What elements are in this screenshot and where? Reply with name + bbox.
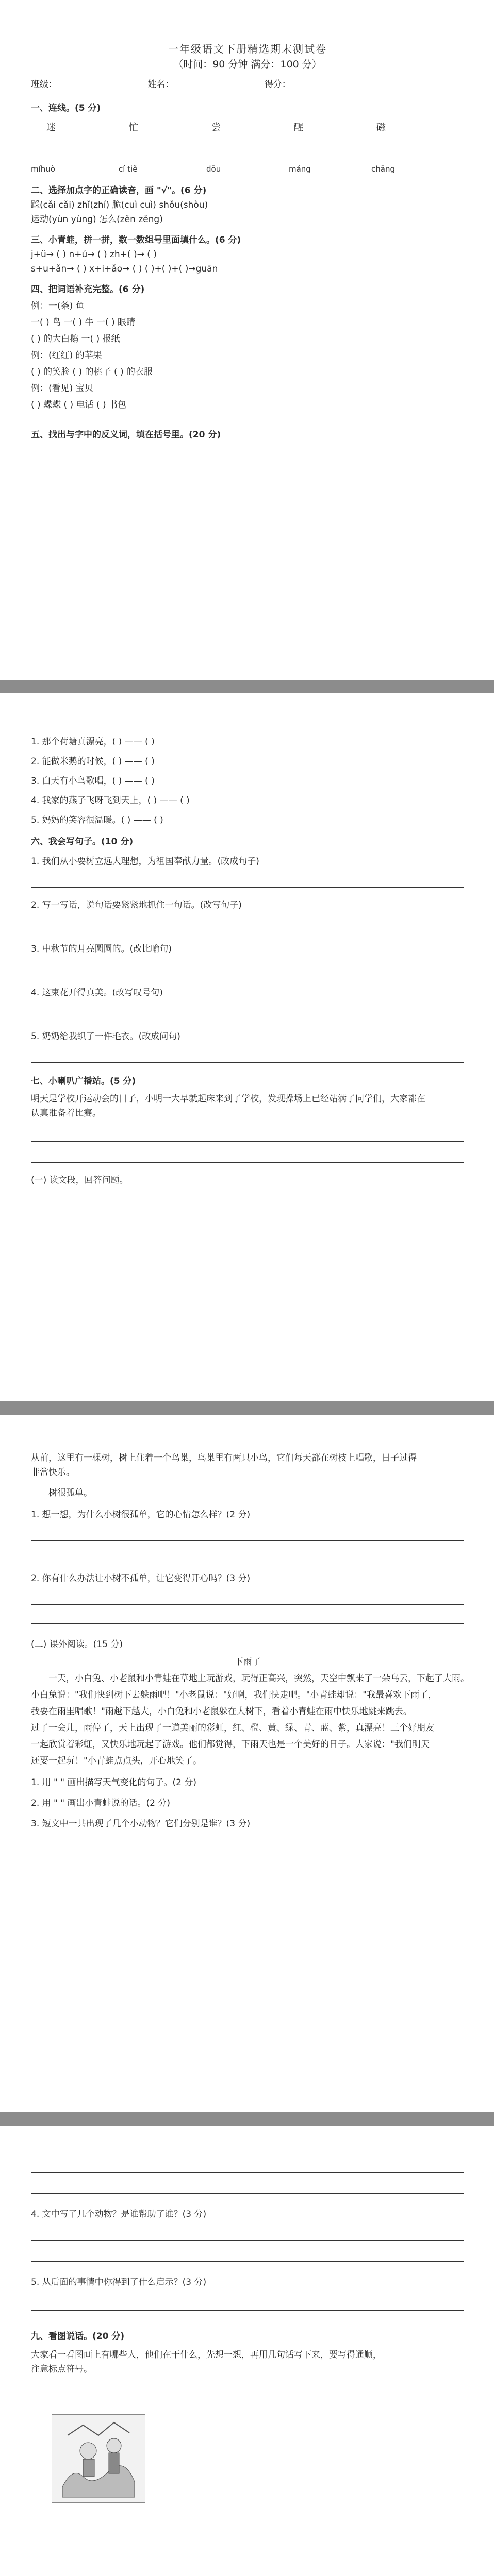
sec4-row: 例：一(条) 鱼 — [31, 301, 85, 311]
section-4-heading: 四、把词语补充完整。(6 分) — [31, 284, 145, 295]
answer-line — [31, 1162, 464, 1163]
sentence-question: 3. 中秋节的月亮圆圆的。(改比喻句) — [31, 944, 172, 954]
sec4-row: 例：(看见) 宝贝 — [31, 383, 93, 394]
answer-line — [31, 1540, 464, 1541]
reading-subheading: (二) 课外阅读。(15 分) — [31, 1639, 123, 1650]
match-char: 忙 — [129, 122, 138, 133]
story-line: 小白兔说："我们快到树下去躲雨吧！"小老鼠说："好啊，我们快走吧。"小青蛙却说："我最喜欢下雨了， — [31, 1690, 437, 1700]
match-pinyin-item: máng — [289, 164, 311, 174]
sec2-row: 运动(yùn yùng) 怎么(zěn zěng) — [31, 214, 163, 225]
sentence-question: 1. 我们从小要树立远大理想，为祖国奉献力量。(改成句子) — [31, 856, 259, 867]
sec4-row: 例：(红红) 的苹果 — [31, 350, 102, 361]
section-1-heading: 一、连线。(5 分) — [31, 103, 101, 113]
instruction-line: 注意标点符号。 — [31, 2364, 92, 2375]
sec4-row: ( ) 的大白鹅 一( ) 报纸 — [31, 334, 120, 344]
sentence-question: 2. 写一写话，说句话要紧紧地抓住一句话。(改写句子) — [31, 900, 242, 910]
illustration-icon — [52, 2415, 145, 2502]
match-pinyin-item: míhuò — [31, 164, 55, 174]
answer-line — [31, 1604, 464, 1605]
reading-question: 5. 从后面的事情中你得到了什么启示？(3 分) — [31, 2277, 207, 2287]
page-3 — [0, 1415, 494, 2105]
reading-subheading: (一) 读文段，回答问题。 — [31, 1175, 128, 1185]
page-separator — [0, 2112, 494, 2126]
match-pinyin-item: dōu — [206, 164, 221, 174]
match-pinyin-item: cí tiě — [119, 164, 138, 174]
match-char: 磁 — [376, 122, 386, 133]
illustration-picture — [52, 2414, 145, 2503]
exam-title: 一年级语文下册精选期末测试卷 — [168, 43, 327, 55]
sec2-row: 踩(cǎi cǎi) zhǐ(zhí) 脆(cuì cuì) shǒu(shòu) — [31, 200, 208, 210]
match-char: 醒 — [294, 122, 303, 133]
reading-question: 1. 用 " " 画出描写天气变化的句子。(2 分) — [31, 1777, 196, 1788]
section-9-heading: 九、看图说话。(20 分) — [31, 2331, 125, 2342]
answer-line — [31, 2261, 464, 2262]
passage-line: 从前，这里有一棵树，树上住着一个鸟巢，鸟巢里有两只小鸟，它们每天都在树枝上唱歌，日子过得 — [31, 1453, 417, 1463]
passage-line: 明天是学校开运动会的日子，小明一大早就起床来到了学校，发现操场上已经站满了同学们，大家都在 — [31, 1094, 425, 1104]
section-7-heading: 七、小喇叭广播站。(5 分) — [31, 1076, 136, 1087]
section-5-heading: 五、找出与字中的反义词，填在括号里。(20 分) — [31, 430, 221, 440]
answer-line — [31, 2240, 464, 2241]
match-char: 迷 — [46, 122, 56, 133]
antonym-row: 5. 妈妈的笑容很温暖。( ) —— ( ) — [31, 815, 163, 825]
section-3-heading: 三、小青蛙，拼一拼，数一数组号里面填什么。(6 分) — [31, 235, 241, 245]
answer-line — [31, 2193, 464, 2194]
reading-question: 1. 想一想，为什么小树很孤单，它的心情怎么样？(2 分) — [31, 1510, 251, 1520]
answer-line — [31, 1062, 464, 1063]
reading-question: 4. 文中写了几个动物？是谁帮助了谁？(3 分) — [31, 2209, 207, 2219]
section-6-heading: 六、我会写句子。(10 分) — [31, 837, 134, 847]
antonym-row: 4. 我家的燕子飞呀飞到天上，( ) —— ( ) — [31, 795, 190, 806]
student-info — [31, 77, 464, 92]
story-line: 一天，小白兔、小老鼠和小青蛙在草地上玩游戏，玩得正高兴，突然，天空中飘来了一朵乌云，下起了大雨。 — [48, 1673, 469, 1684]
story-line: 还要一起玩！"小青蛙点点头，开心地笑了。 — [31, 1756, 202, 1766]
sec3-row: j+ü→ ( ) n+ú→ ( ) zh+( )→ ( ) — [31, 249, 157, 260]
answer-line — [31, 1623, 464, 1624]
sec4-row: ( ) 的笑脸 ( ) 的桃子 ( ) 的衣服 — [31, 367, 153, 377]
story-line: 我要在雨里唱歌！"雨越下越大，小白兔和小老鼠躲在大树下，看着小青蛙在雨中快乐地跳来跳去。 — [31, 1706, 412, 1717]
page-4 — [0, 2126, 494, 2576]
section-2-heading: 二、选择加点字的正确读音，画 "√"。(6 分) — [31, 185, 207, 196]
story-title: 下雨了 — [234, 1657, 261, 1667]
class-label: 班级： — [31, 79, 57, 90]
page-2 — [0, 693, 494, 1394]
answer-line — [31, 2310, 464, 2311]
name-label: 姓名： — [147, 79, 174, 90]
passage-line: 认真准备着比赛。 — [31, 1108, 101, 1118]
sentence-question: 5. 奶奶给我织了一件毛衣。(改成问句) — [31, 1031, 180, 1042]
story-line: 过了一会儿，雨停了，天上出现了一道美丽的彩虹，红、橙、黄、绿、青、蓝、紫，真漂亮！三个好朋友 — [31, 1723, 434, 1733]
match-pinyin — [31, 164, 395, 174]
match-chars — [46, 122, 386, 133]
reading-question: 2. 用 " " 画出小青蛙说的话。(2 分) — [31, 1798, 170, 1808]
match-char: 尝 — [211, 122, 221, 133]
antonym-row: 3. 白天有小鸟歌唱，( ) —— ( ) — [31, 776, 155, 786]
antonym-row: 1. 那个荷塘真漂亮，( ) —— ( ) — [31, 737, 155, 747]
answer-line — [31, 887, 464, 888]
answer-line — [31, 2172, 464, 2173]
reading-question: 2. 你有什么办法让小树不孤单，让它变得开心吗？(3 分) — [31, 1573, 251, 1584]
page-separator — [0, 680, 494, 693]
sentence-question: 4. 这束花开得真美。(改写叹号句) — [31, 988, 163, 998]
passage-line: 非常快乐。 — [31, 1467, 75, 1478]
instruction-line: 大家看一看图画上有哪些人，他们在干什么，先想一想，再用几句话写下来，要写得通顺， — [31, 2350, 382, 2360]
sec3-row: s+u+ǎn→ ( ) x+i+ǎo→ ( ) ( )+( )+( )→guān — [31, 264, 218, 274]
sec4-row: 一( ) 鸟 一( ) 牛 一( ) 眼睛 — [31, 317, 136, 328]
exam-subtitle: （时间：90 分钟 满分：100 分） — [173, 59, 322, 70]
reading-question: 3. 短文中一共出现了几个小动物？它们分别是谁？(3 分) — [31, 1819, 251, 1829]
antonym-row: 2. 能做米鹅的时候，( ) —— ( ) — [31, 756, 155, 767]
matching-diagram — [31, 117, 423, 179]
page-separator — [0, 1401, 494, 1415]
answer-line — [31, 1141, 464, 1142]
sec4-row: ( ) 蝶蝶 ( ) 电话 ( ) 书包 — [31, 400, 127, 410]
passage-line: 树很孤单。 — [48, 1488, 92, 1498]
score-label: 得分： — [264, 79, 291, 90]
story-line: 一起欣赏着彩虹，又快乐地玩起了游戏。他们都觉得，下雨天也是一个美好的日子。大家说："我们明天 — [31, 1739, 430, 1750]
page-1 — [0, 0, 494, 670]
match-pinyin-item: chāng — [371, 164, 395, 174]
